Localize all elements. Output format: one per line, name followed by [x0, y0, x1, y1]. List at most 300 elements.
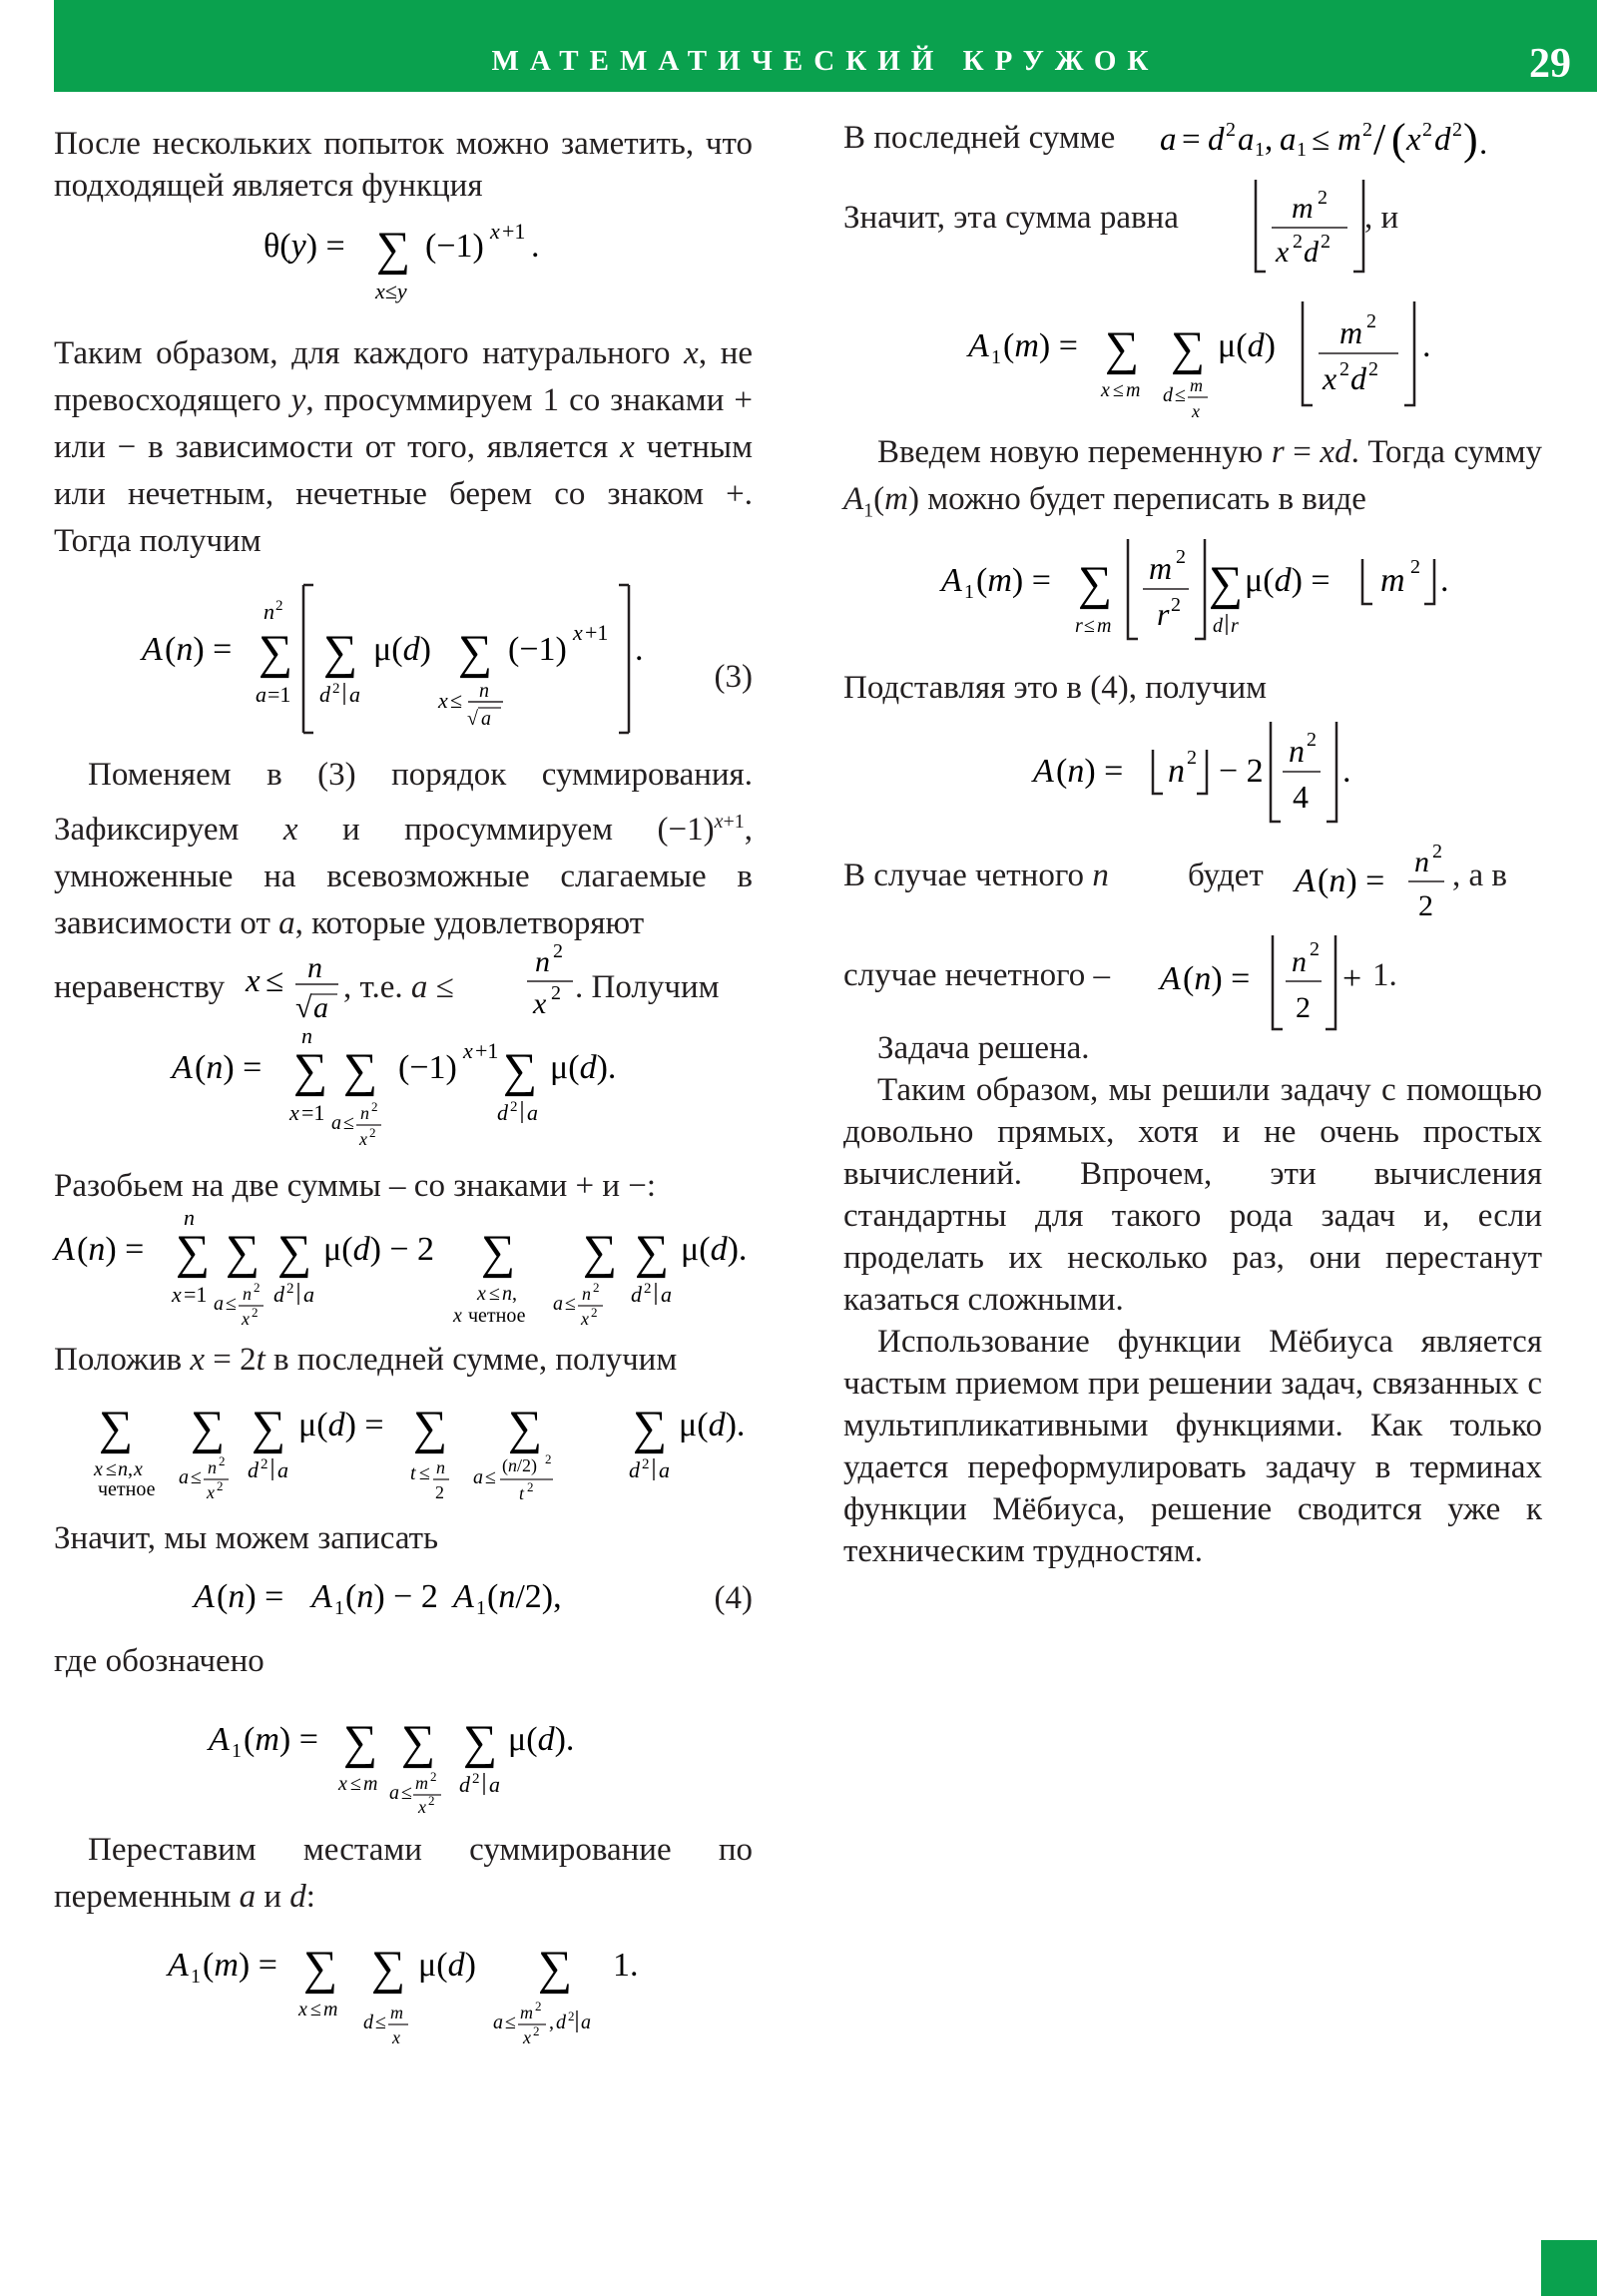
svg-text:(n) =: (n) =	[165, 631, 233, 668]
svg-text:n: n	[436, 1457, 445, 1477]
svg-text:четное: четное	[98, 1478, 156, 1500]
svg-text:m: m	[323, 1999, 338, 2020]
svg-text:d: d	[1213, 615, 1223, 637]
svg-text:≤: ≤	[505, 2011, 516, 2033]
svg-text:μ(d) − 2: μ(d) − 2	[323, 1231, 435, 1268]
svg-text:2: 2	[428, 1793, 435, 1808]
svg-text:∑: ∑	[1209, 557, 1244, 610]
svg-text:A: A	[209, 1721, 230, 1758]
svg-text:x: x	[246, 963, 261, 999]
svg-text:∑: ∑	[401, 1716, 436, 1769]
svg-text:≤: ≤	[1113, 379, 1124, 401]
paragraph: Значит, мы можем записать	[54, 1520, 439, 1556]
paragraph: Введем новую переменную r = xd. Тогда сумму $A_1(m)$ можно будет переписать в виде	[843, 434, 1542, 522]
svg-text:μ(d) =: μ(d) =	[298, 1407, 384, 1443]
svg-text:a: a	[277, 1457, 288, 1482]
svg-text:2: 2	[1226, 119, 1236, 141]
svg-text:(m) =: (m) =	[976, 562, 1051, 599]
svg-text:d: d	[1350, 360, 1366, 396]
svg-text:n: n	[582, 1284, 591, 1304]
svg-text:(n) =: (n) =	[77, 1231, 145, 1268]
svg-text:=1: =1	[301, 1100, 325, 1125]
svg-text:∑: ∑	[463, 1716, 498, 1769]
svg-text:a: a	[214, 1293, 224, 1315]
svg-text:,: ,	[512, 1283, 517, 1305]
svg-text:2: 2	[472, 1771, 480, 1787]
svg-text:a: a	[313, 991, 328, 1024]
svg-text:d: d	[629, 1457, 640, 1482]
paragraph: Подставляя это в (4), получим	[843, 670, 1268, 706]
svg-text:2: 2	[593, 1280, 600, 1295]
svg-text:2: 2	[545, 1451, 552, 1466]
svg-text:m: m	[520, 2003, 533, 2022]
equation-number: (4)	[714, 1580, 753, 1616]
svg-text:+: +	[1342, 960, 1362, 997]
svg-text:∑: ∑	[376, 223, 411, 276]
svg-text:∑: ∑	[503, 1044, 538, 1097]
svg-text:2: 2	[1422, 119, 1432, 141]
svg-text:m: m	[1337, 122, 1361, 158]
svg-text:1: 1	[1255, 139, 1265, 161]
svg-text:x: x	[338, 1773, 347, 1795]
svg-text:2: 2	[252, 1305, 259, 1320]
svg-text:d: d	[1163, 384, 1173, 406]
svg-text:2: 2	[1187, 747, 1197, 769]
svg-text:A: A	[311, 1578, 332, 1615]
svg-text:≤: ≤	[1175, 384, 1186, 406]
svg-text:a: a	[527, 1100, 538, 1125]
svg-text:x: x	[298, 1999, 307, 2020]
svg-text:2: 2	[553, 940, 563, 962]
svg-text:≤: ≤	[350, 1773, 361, 1795]
svg-text:x: x	[581, 1309, 589, 1329]
svg-text:d: d	[1208, 122, 1225, 158]
svg-text:=1: =1	[184, 1282, 208, 1307]
svg-text:∑: ∑	[481, 1226, 516, 1279]
svg-text:d: d	[459, 1772, 470, 1797]
svg-text:2: 2	[1410, 556, 1420, 578]
svg-text:d: d	[631, 1282, 642, 1307]
svg-text:d: d	[248, 1457, 259, 1482]
svg-text:(n/2): (n/2)	[502, 1455, 537, 1475]
svg-text:μ(d).: μ(d).	[550, 1049, 617, 1086]
svg-text:(n) =: (n) =	[1056, 753, 1124, 790]
svg-text:.: .	[635, 631, 644, 668]
formula-swap	[54, 1921, 753, 2060]
svg-text:2: 2	[551, 982, 561, 1004]
svg-text:,: ,	[549, 2011, 554, 2033]
svg-text:≤: ≤	[310, 1999, 321, 2020]
formula-r-sub	[843, 529, 1542, 659]
svg-text:2: 2	[642, 1456, 650, 1472]
svg-text:∑: ∑	[343, 1716, 378, 1769]
svg-text:x: x	[1323, 360, 1337, 396]
svg-text:n: n	[208, 1457, 217, 1477]
svg-text:∑: ∑	[371, 1942, 406, 1995]
svg-text:2: 2	[1176, 546, 1186, 568]
svg-text:x: x	[1101, 379, 1110, 401]
svg-text:x: x	[207, 1482, 215, 1502]
svg-text:a: a	[581, 2011, 591, 2033]
svg-text:2: 2	[1366, 310, 1376, 332]
formula-substitution	[54, 1384, 753, 1503]
svg-text:a: a	[331, 1112, 341, 1134]
svg-text:A: A	[941, 562, 962, 599]
svg-text:): )	[1463, 115, 1478, 164]
svg-text:a: a	[489, 1772, 500, 1797]
svg-text:∑: ∑	[176, 1226, 211, 1279]
svg-text:2: 2	[535, 1999, 542, 2013]
svg-text:r: r	[1075, 615, 1083, 637]
svg-text:d: d	[556, 2011, 566, 2033]
svg-text:n: n	[301, 1023, 312, 1048]
svg-text:μ(d): μ(d)	[418, 1947, 476, 1984]
svg-text:2: 2	[1452, 119, 1462, 141]
svg-text:x: x	[463, 1038, 473, 1063]
svg-text:m: m	[1380, 562, 1405, 599]
svg-text:m: m	[1097, 615, 1112, 637]
svg-text:d: d	[363, 2011, 373, 2033]
svg-text:x: x	[533, 987, 547, 1020]
svg-text:≤: ≤	[343, 1112, 354, 1134]
svg-text:2: 2	[644, 1281, 652, 1297]
svg-text:x: x	[392, 2027, 400, 2047]
svg-text:2: 2	[1171, 594, 1181, 616]
svg-text:a: a	[553, 1293, 563, 1315]
svg-text:1: 1	[191, 1966, 201, 1988]
svg-text:m: m	[390, 2003, 403, 2022]
svg-text:∑: ∑	[1105, 322, 1140, 375]
svg-text:2: 2	[435, 1482, 444, 1502]
svg-text:.: .	[531, 228, 540, 265]
svg-text:≤: ≤	[485, 1466, 496, 1488]
svg-text:(n) − 2: (n) − 2	[345, 1578, 438, 1615]
svg-text:≤: ≤	[489, 1283, 500, 1305]
svg-text:x: x	[490, 219, 500, 244]
svg-text:m: m	[1339, 314, 1363, 350]
formula-split	[54, 1205, 753, 1329]
svg-text:(−1): (−1)	[398, 1049, 457, 1086]
svg-text:m: m	[1149, 550, 1173, 586]
svg-text:m: m	[1292, 192, 1314, 225]
paragraph: Значит, эта сумма равна m 2 x 2 d 2 , и	[843, 182, 1542, 282]
svg-text:x: x	[94, 1458, 103, 1480]
svg-text:2: 2	[254, 1280, 261, 1295]
svg-text:A: A	[54, 1231, 75, 1268]
svg-text:n: n	[118, 1458, 128, 1480]
svg-text:d: d	[319, 682, 330, 707]
right-column	[843, 115, 1542, 1572]
svg-text:2: 2	[527, 1479, 534, 1494]
svg-text:≤: ≤	[106, 1458, 117, 1480]
svg-text:∑: ∑	[583, 1226, 618, 1279]
svg-text:x: x	[134, 1458, 143, 1480]
svg-text:2: 2	[1339, 358, 1349, 380]
svg-text:x: x	[359, 1129, 367, 1149]
svg-text:A: A	[142, 631, 163, 668]
svg-text:d: d	[1304, 236, 1319, 269]
svg-text:≤: ≤	[450, 688, 463, 713]
svg-text:m: m	[1126, 379, 1141, 401]
svg-text:1.: 1.	[613, 1947, 639, 1984]
svg-text:A: A	[168, 1947, 189, 1984]
formula-a1-def	[54, 1685, 753, 1815]
svg-text:x: x	[438, 688, 448, 713]
svg-text:∑: ∑	[458, 626, 493, 679]
svg-text:(n) =: (n) =	[1183, 960, 1251, 997]
svg-text:2: 2	[1307, 729, 1317, 751]
left-column	[54, 120, 753, 2060]
svg-text:n: n	[1289, 733, 1305, 769]
svg-text:,: ,	[1265, 122, 1274, 158]
svg-text:a: a	[1160, 122, 1177, 158]
svg-text:a: a	[1238, 122, 1255, 158]
svg-text:≤: ≤	[375, 2011, 386, 2033]
svg-text:x: x	[1192, 401, 1200, 421]
svg-text:m: m	[415, 1773, 428, 1793]
svg-text:d: d	[1434, 122, 1451, 158]
formula-sum-a	[54, 1023, 753, 1153]
svg-text:x: x	[172, 1282, 182, 1307]
svg-text:d: d	[497, 1100, 508, 1125]
svg-text:θ(y) =: θ(y) =	[264, 228, 345, 265]
svg-text:2: 2	[275, 598, 283, 614]
svg-text:∑: ∑	[293, 1044, 328, 1097]
svg-text:∑: ∑	[252, 1402, 286, 1454]
svg-text:μ(d).: μ(d).	[681, 1231, 748, 1268]
svg-text:2: 2	[533, 2023, 540, 2038]
svg-text:d: d	[273, 1282, 284, 1307]
svg-text:≤: ≤	[419, 1462, 430, 1484]
svg-text:A: A	[453, 1578, 474, 1615]
svg-text:x: x	[418, 1797, 426, 1817]
svg-text:(m) =: (m) =	[1003, 327, 1078, 364]
paragraph: После нескольких попыток можно заметить, что подходящей является функция	[54, 126, 753, 204]
svg-text:∑: ∑	[538, 1942, 573, 1995]
svg-text:a: a	[473, 1466, 483, 1488]
svg-text:∑: ∑	[635, 1226, 670, 1279]
svg-text:∑: ∑	[633, 1402, 668, 1454]
svg-text:(n) =: (n) =	[195, 1049, 263, 1086]
svg-text:t: t	[410, 1462, 416, 1484]
svg-text:2: 2	[332, 681, 340, 697]
paragraph: Задача решена.	[877, 1030, 1090, 1066]
paragraph: Таким образом, мы решили задачу с помощью довольно прямых, хотя и не очень простых вычислений. Впрочем, эти вычисления стандартны для такого рода задач и, если проделать их несколько раз, они перестанут казаться сложными.	[843, 1072, 1542, 1318]
svg-text:∑: ∑	[508, 1402, 543, 1454]
page-number: 29	[1529, 41, 1571, 87]
svg-text:≤: ≤	[401, 1782, 412, 1804]
svg-text:m: m	[1190, 375, 1203, 395]
equation-number: (3)	[714, 659, 753, 695]
corner-marker	[1541, 2240, 1597, 2296]
svg-text:x: x	[477, 1283, 486, 1305]
svg-text:≤: ≤	[266, 963, 284, 999]
paragraph: В последней сумме a = d 2 a 1 , a 1 ≤ m 2 / ( x 2 d 2 ) .	[843, 115, 1488, 164]
svg-text:(m) =: (m) =	[244, 1721, 318, 1758]
svg-text:.: .	[1342, 753, 1351, 790]
svg-text:.: .	[1479, 126, 1488, 162]
svg-text:2: 2	[371, 1099, 378, 1114]
svg-text:A: A	[194, 1578, 215, 1615]
formula-eq4	[54, 1562, 753, 1632]
svg-text:n: n	[307, 951, 322, 984]
svg-text:x: x	[523, 2027, 531, 2047]
svg-text:r: r	[1157, 596, 1170, 632]
svg-text:(: (	[1391, 115, 1406, 164]
svg-text:1: 1	[964, 581, 974, 603]
formula-theta	[54, 207, 753, 316]
svg-text:x: x	[453, 1305, 462, 1327]
svg-text:(−1): (−1)	[508, 631, 567, 668]
svg-text:∑: ∑	[1078, 557, 1113, 610]
svg-text:n: n	[243, 1284, 252, 1304]
svg-text:m: m	[363, 1773, 378, 1795]
svg-text:n: n	[264, 599, 274, 624]
svg-text:∑: ∑	[99, 1402, 134, 1454]
svg-text:1: 1	[232, 1740, 242, 1762]
svg-text:∑: ∑	[303, 1942, 338, 1995]
svg-text:a: a	[303, 1282, 314, 1307]
formula-eq3	[54, 565, 753, 740]
paragraph: неравенству x ≤ n √ a , т.е. a ≤ n 2 x 2 . Получим	[54, 940, 720, 1024]
svg-text:n: n	[1414, 846, 1429, 878]
svg-text:2: 2	[1368, 358, 1378, 380]
svg-text:n: n	[535, 945, 550, 978]
svg-text:μ(d).: μ(d).	[679, 1407, 746, 1443]
formula-a-n-result	[843, 712, 1542, 832]
svg-text:a: a	[179, 1466, 189, 1488]
svg-text:x: x	[1276, 236, 1290, 269]
section-title: МАТЕМАТИЧЕСКИЙ КРУЖОК	[491, 45, 1160, 77]
page-header	[54, 0, 1597, 92]
paragraph: Положив x = 2t в последней сумме, получим	[54, 1342, 678, 1378]
svg-text:∑: ∑	[413, 1402, 448, 1454]
svg-text:2: 2	[369, 1125, 376, 1140]
svg-text:≤: ≤	[565, 1293, 576, 1315]
paragraph: Переставим местами суммирование по переменным a и d:	[54, 1832, 753, 1915]
svg-text:a: a	[389, 1782, 399, 1804]
svg-text:a: a	[493, 2011, 503, 2033]
svg-text:≤: ≤	[191, 1466, 202, 1488]
svg-text:A: A	[172, 1049, 193, 1086]
svg-text:2: 2	[1296, 991, 1311, 1024]
formula-a1-mu	[843, 282, 1542, 429]
svg-text:4: 4	[1293, 779, 1309, 815]
svg-text:n: n	[1168, 753, 1185, 790]
svg-text:∑: ∑	[277, 1226, 312, 1279]
svg-text:√: √	[295, 991, 312, 1024]
svg-text:2: 2	[1362, 119, 1372, 141]
svg-text:a: a	[256, 682, 266, 707]
paragraph: где обозначено	[54, 1643, 265, 1679]
svg-text:− 2: − 2	[1219, 753, 1264, 790]
svg-text:2: 2	[1318, 187, 1328, 209]
svg-text:/: /	[1373, 115, 1386, 164]
paragraph: Таким образом, для каждого натурального x, не превосходящего y, просуммируем 1 со знаками + или − в зависимости от того, является x четным или нечетным, нечетные берем со знаком +. Тогда получим	[54, 335, 753, 559]
svg-text:t: t	[519, 1483, 525, 1503]
svg-text:a: a	[661, 1282, 672, 1307]
svg-text:≤: ≤	[226, 1293, 237, 1315]
svg-text:+1: +1	[585, 620, 609, 645]
svg-text:,: ,	[128, 1458, 133, 1480]
svg-text:.: .	[1422, 327, 1431, 364]
svg-text:2: 2	[1310, 938, 1320, 960]
svg-text:μ(d): μ(d)	[373, 631, 431, 668]
svg-text:(n/2),: (n/2),	[487, 1578, 562, 1615]
svg-text:2: 2	[1432, 841, 1442, 862]
svg-text:r: r	[1231, 615, 1239, 637]
svg-text:n: n	[479, 680, 489, 702]
svg-text:≤: ≤	[1084, 615, 1095, 637]
svg-text:μ(d).: μ(d).	[508, 1721, 575, 1758]
svg-text:x: x	[573, 620, 583, 645]
svg-text:√: √	[467, 708, 478, 730]
svg-text:2: 2	[261, 1456, 268, 1472]
svg-text:n: n	[1292, 945, 1307, 978]
paragraph: случае нечетного – A (n) = n 2 2 + 1.	[843, 929, 1542, 1033]
svg-text:четное: четное	[468, 1305, 526, 1327]
paragraph: Использование функции Мёбиуса является частым приемом при решении задач, связанных с мультипликативными функциями. Как только удается переформулировать задачу в терминах функции Мёбиуса, решение сводится уже к техническим трудностям.	[843, 1324, 1542, 1569]
svg-text:2: 2	[1418, 889, 1433, 922]
svg-text:1: 1	[1297, 139, 1307, 161]
svg-text:2: 2	[1293, 231, 1303, 253]
svg-text:(−1): (−1)	[425, 228, 484, 265]
svg-text:=: =	[1182, 122, 1201, 158]
svg-text:2: 2	[430, 1769, 437, 1784]
svg-text:μ(d): μ(d)	[1218, 327, 1276, 364]
svg-text:∑: ∑	[323, 626, 358, 679]
paragraph: В случае четного n будет A (n) = n 2 2 , а в	[843, 841, 1507, 922]
svg-text:a: a	[1280, 122, 1297, 158]
svg-text:n: n	[360, 1103, 369, 1123]
svg-text:A: A	[1033, 753, 1054, 790]
svg-text:(n) =: (n) =	[1318, 862, 1385, 899]
svg-text:A: A	[1160, 960, 1181, 997]
svg-text:2: 2	[591, 1305, 598, 1320]
svg-text:∑: ∑	[226, 1226, 261, 1279]
svg-text:.: .	[1440, 562, 1449, 599]
svg-text:=1: =1	[267, 682, 291, 707]
svg-text:∑: ∑	[1171, 322, 1206, 375]
svg-text:∑: ∑	[259, 626, 293, 679]
svg-text:2: 2	[1321, 231, 1331, 253]
svg-text:(m) =: (m) =	[203, 1947, 277, 1984]
svg-text:2: 2	[217, 1478, 224, 1493]
svg-text:2: 2	[510, 1099, 518, 1115]
paragraph: Разобьем на две суммы – со знаками + и −:	[54, 1168, 657, 1204]
svg-text:1: 1	[476, 1597, 486, 1619]
svg-text:≤: ≤	[1312, 122, 1331, 158]
svg-text:+1: +1	[475, 1038, 499, 1063]
svg-text:a: a	[659, 1457, 670, 1482]
svg-text:A: A	[968, 327, 989, 364]
svg-text:x: x	[1406, 122, 1421, 158]
svg-text:(n) =: (n) =	[217, 1578, 284, 1615]
svg-text:1: 1	[991, 346, 1001, 368]
svg-text:n: n	[184, 1205, 195, 1230]
svg-text:∑: ∑	[343, 1044, 378, 1097]
svg-text:2: 2	[286, 1281, 294, 1297]
paragraph: Поменяем в (3) порядок суммирования. Зафиксируем x и просуммируем $(-1)^{x+1}$, умноженные на всевозможные слагаемые в зависимости от a, которые удовлетворяют	[54, 757, 754, 941]
svg-text:x: x	[242, 1309, 250, 1329]
svg-text:2: 2	[219, 1453, 226, 1468]
svg-text:A: A	[1295, 862, 1316, 899]
svg-text:x: x	[289, 1100, 299, 1125]
svg-text:∑: ∑	[191, 1402, 226, 1454]
svg-text:+1: +1	[502, 219, 526, 244]
svg-text:2: 2	[568, 2009, 575, 2023]
svg-text:n: n	[502, 1283, 512, 1305]
